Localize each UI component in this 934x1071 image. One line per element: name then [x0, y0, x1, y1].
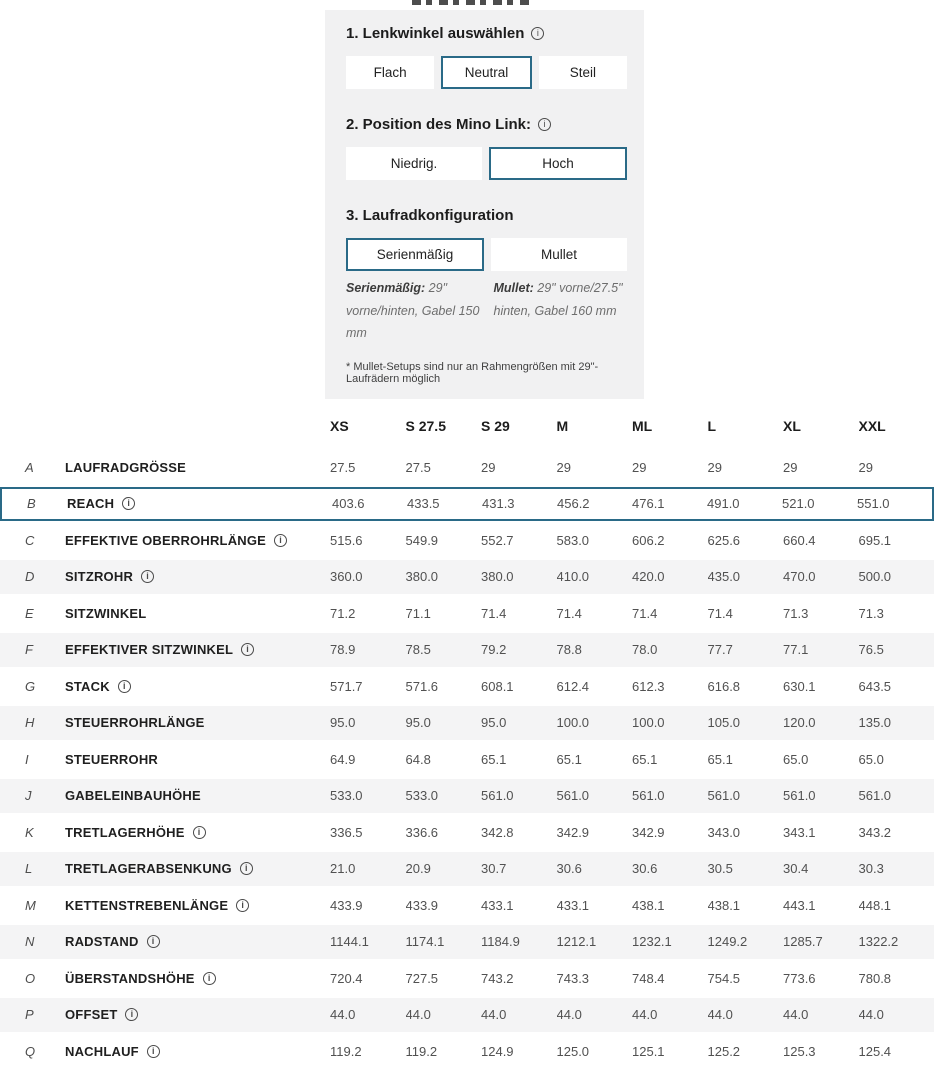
geometry-value-cell: 44.0	[557, 1007, 633, 1022]
geometry-value-cell: 21.0	[330, 861, 406, 876]
row-label	[65, 533, 330, 548]
row-letter: J	[0, 788, 65, 803]
geometry-value-cell: 561.0	[783, 788, 859, 803]
geometry-value-cell: 78.0	[632, 642, 708, 657]
row-label	[65, 1044, 330, 1059]
geometry-value-cell: 433.9	[406, 898, 482, 913]
row-letter: N	[0, 934, 65, 949]
geometry-value-cell: 583.0	[557, 533, 633, 548]
geometry-value-cell: 29	[481, 460, 557, 475]
section-title-laufradkonfiguration	[346, 207, 627, 224]
mino-link-hoch-button[interactable]: Hoch	[489, 147, 627, 180]
column-header: XS	[330, 418, 406, 434]
geometry-value-cell: 743.2	[481, 971, 557, 986]
geometry-value-cell: 500.0	[859, 569, 934, 584]
section-title-lenkwinkel	[346, 25, 627, 42]
geometry-value-cell: 125.2	[708, 1044, 784, 1059]
row-label	[65, 679, 330, 694]
geometry-config-panel	[325, 10, 644, 399]
geometry-value-cell: 336.6	[406, 825, 482, 840]
geometry-value-cell: 748.4	[632, 971, 708, 986]
mino-link-options	[346, 147, 627, 180]
geometry-value-cell: 30.6	[557, 861, 633, 876]
row-label	[65, 788, 330, 803]
info-icon[interactable]: i	[122, 497, 135, 510]
column-header: XL	[783, 418, 859, 434]
geometry-value-cell: 438.1	[632, 898, 708, 913]
geometry-value-cell: 20.9	[406, 861, 482, 876]
geometry-value-cell: 29	[859, 460, 934, 475]
table-row[interactable]	[0, 560, 934, 594]
geometry-value-cell: 71.4	[481, 606, 557, 621]
geometry-value-cell: 625.6	[708, 533, 784, 548]
geometry-value-cell: 125.4	[859, 1044, 934, 1059]
row-letter: M	[0, 898, 65, 913]
geometry-value-cell: 727.5	[406, 971, 482, 986]
geometry-value-cell: 100.0	[557, 715, 633, 730]
row-label-text: LAUFRADGRÖSSE	[65, 460, 186, 475]
geometry-value-cell: 420.0	[632, 569, 708, 584]
geometry-value-cell: 124.9	[481, 1044, 557, 1059]
geometry-value-cell: 30.6	[632, 861, 708, 876]
row-label	[65, 934, 330, 949]
geometry-value-cell: 1144.1	[330, 934, 406, 949]
geometry-value-cell: 29	[783, 460, 859, 475]
mullet-description	[494, 277, 628, 345]
geometry-value-cell: 78.9	[330, 642, 406, 657]
row-label-text: KETTENSTREBENLÄNGE	[65, 898, 228, 913]
geometry-value-cell: 549.9	[406, 533, 482, 548]
info-icon[interactable]: i	[118, 680, 131, 693]
table-row[interactable]	[0, 742, 934, 776]
info-icon[interactable]: i	[147, 935, 160, 948]
mino-link-niedrig-button[interactable]: Niedrig.	[346, 147, 482, 180]
geometry-value-cell: 64.9	[330, 752, 406, 767]
geometry-value-cell: 380.0	[406, 569, 482, 584]
row-label	[65, 460, 330, 475]
lenkwinkel-flach-button[interactable]: Flach	[346, 56, 434, 89]
row-letter: O	[0, 971, 65, 986]
geometry-value-cell: 65.0	[859, 752, 934, 767]
geometry-value-cell: 125.0	[557, 1044, 633, 1059]
geometry-table	[0, 406, 934, 1071]
geometry-value-cell: 360.0	[330, 569, 406, 584]
serienmaessig-description	[346, 277, 480, 345]
row-label-text: EFFEKTIVE OBERROHRLÄNGE	[65, 533, 266, 548]
row-label	[65, 971, 330, 986]
row-label	[65, 825, 330, 840]
geometry-value-cell: 773.6	[783, 971, 859, 986]
column-header: S 29	[481, 418, 557, 434]
table-row[interactable]	[0, 706, 934, 740]
row-label-text: STACK	[65, 679, 110, 694]
geometry-value-cell: 342.9	[557, 825, 633, 840]
info-icon[interactable]: i	[203, 972, 216, 985]
row-label-text: STEUERROHR	[65, 752, 158, 767]
section-title-text: 2. Position des Mino Link:	[346, 116, 531, 133]
geometry-value-cell: 44.0	[406, 1007, 482, 1022]
geometry-value-cell: 95.0	[330, 715, 406, 730]
table-row[interactable]	[0, 487, 934, 521]
geometry-value-cell: 380.0	[481, 569, 557, 584]
row-label-text: TRETLAGERHÖHE	[65, 825, 185, 840]
row-label	[65, 642, 330, 657]
geometry-value-cell: 76.5	[859, 642, 934, 657]
geometry-value-cell: 552.7	[481, 533, 557, 548]
info-icon[interactable]: i	[240, 862, 253, 875]
geometry-value-cell: 608.1	[481, 679, 557, 694]
geometry-value-cell: 65.1	[481, 752, 557, 767]
geometry-value-cell: 433.5	[407, 496, 482, 511]
geometry-value-cell: 44.0	[783, 1007, 859, 1022]
table-row[interactable]	[0, 815, 934, 849]
row-label-text: GABELEINBAUHÖHE	[65, 788, 201, 803]
row-label	[65, 898, 330, 913]
row-letter: D	[0, 569, 65, 584]
geometry-value-cell: 78.8	[557, 642, 633, 657]
geometry-table-header	[0, 406, 934, 446]
geometry-value-cell: 433.1	[557, 898, 633, 913]
geometry-value-cell: 410.0	[557, 569, 633, 584]
table-row[interactable]	[0, 450, 934, 484]
geometry-value-cell: 29	[557, 460, 633, 475]
column-header: ML	[632, 418, 708, 434]
geometry-value-cell: 27.5	[406, 460, 482, 475]
row-label-text: ÜBERSTANDSHÖHE	[65, 971, 195, 986]
column-header: L	[708, 418, 784, 434]
geometry-value-cell: 561.0	[859, 788, 934, 803]
geometry-value-cell: 29	[632, 460, 708, 475]
geometry-value-cell: 27.5	[330, 460, 406, 475]
row-letter: K	[0, 825, 65, 840]
geometry-value-cell: 571.7	[330, 679, 406, 694]
section-title-mino-link	[346, 116, 627, 133]
geometry-value-cell: 435.0	[708, 569, 784, 584]
geometry-value-cell: 431.3	[482, 496, 557, 511]
table-row[interactable]	[0, 1034, 934, 1068]
laufrad-serienmaessig-button[interactable]: Serienmäßig	[346, 238, 484, 271]
geometry-value-cell: 561.0	[632, 788, 708, 803]
geometry-value-cell: 30.5	[708, 861, 784, 876]
geometry-value-cell: 65.1	[557, 752, 633, 767]
info-icon[interactable]: i	[147, 1045, 160, 1058]
geometry-value-cell: 470.0	[783, 569, 859, 584]
geometry-value-cell: 1285.7	[783, 934, 859, 949]
geometry-value-cell: 476.1	[632, 496, 707, 511]
geometry-value-cell: 443.1	[783, 898, 859, 913]
geometry-value-cell: 342.8	[481, 825, 557, 840]
column-header: M	[557, 418, 633, 434]
row-letter: B	[2, 496, 67, 511]
section-title-text: 3. Laufradkonfiguration	[346, 207, 514, 224]
geometry-value-cell: 1249.2	[708, 934, 784, 949]
geometry-value-cell: 125.3	[783, 1044, 859, 1059]
row-label-text: EFFEKTIVER SITZWINKEL	[65, 642, 233, 657]
geometry-value-cell: 643.5	[859, 679, 934, 694]
table-row[interactable]	[0, 888, 934, 922]
row-letter: L	[0, 861, 65, 876]
row-label-text: STEUERROHRLÄNGE	[65, 715, 205, 730]
table-row[interactable]	[0, 523, 934, 557]
row-letter: H	[0, 715, 65, 730]
description-text: 29" vorne/hinten, Gabel 150 mm	[346, 281, 479, 340]
geometry-value-cell: 95.0	[406, 715, 482, 730]
geometry-value-cell: 336.5	[330, 825, 406, 840]
geometry-value-cell: 433.1	[481, 898, 557, 913]
geometry-value-cell: 71.2	[330, 606, 406, 621]
row-letter: G	[0, 679, 65, 694]
geometry-value-cell: 44.0	[330, 1007, 406, 1022]
geometry-value-cell: 44.0	[632, 1007, 708, 1022]
geometry-value-cell: 119.2	[406, 1044, 482, 1059]
mullet-footnote: * Mullet-Setups sind nur an Rahmengrößen mit 29"-Laufrädern möglich	[346, 361, 627, 385]
column-header: S 27.5	[406, 418, 482, 434]
row-letter: F	[0, 642, 65, 657]
geometry-value-cell: 612.4	[557, 679, 633, 694]
row-letter: E	[0, 606, 65, 621]
geometry-value-cell: 448.1	[859, 898, 934, 913]
geometry-value-cell: 71.4	[557, 606, 633, 621]
info-icon[interactable]: i	[193, 826, 206, 839]
geometry-value-cell: 551.0	[857, 496, 932, 511]
row-label	[65, 861, 330, 876]
geometry-value-cell: 612.3	[632, 679, 708, 694]
row-letter: A	[0, 460, 65, 475]
geometry-value-cell: 44.0	[859, 1007, 934, 1022]
row-label-text: REACH	[67, 496, 114, 511]
row-letter: C	[0, 533, 65, 548]
geometry-value-cell: 743.3	[557, 971, 633, 986]
geometry-value-cell: 343.0	[708, 825, 784, 840]
geometry-value-cell: 571.6	[406, 679, 482, 694]
description-lead: Mullet:	[494, 281, 534, 295]
geometry-value-cell: 433.9	[330, 898, 406, 913]
geometry-value-cell: 456.2	[557, 496, 632, 511]
lenkwinkel-neutral-button[interactable]: Neutral	[441, 56, 531, 89]
geometry-value-cell: 100.0	[632, 715, 708, 730]
geometry-value-cell: 1174.1	[406, 934, 482, 949]
info-icon[interactable]: i	[241, 643, 254, 656]
geometry-value-cell: 720.4	[330, 971, 406, 986]
row-label	[65, 1007, 330, 1022]
geometry-value-cell: 77.1	[783, 642, 859, 657]
row-label-text: OFFSET	[65, 1007, 117, 1022]
column-header: XXL	[859, 418, 934, 434]
geometry-value-cell: 561.0	[481, 788, 557, 803]
row-letter: I	[0, 752, 65, 767]
geometry-value-cell: 78.5	[406, 642, 482, 657]
geometry-value-cell: 660.4	[783, 533, 859, 548]
geometry-value-cell: 521.0	[782, 496, 857, 511]
geometry-value-cell: 630.1	[783, 679, 859, 694]
geometry-value-cell: 71.3	[783, 606, 859, 621]
row-label	[65, 569, 330, 584]
section-title-text: 1. Lenkwinkel auswählen	[346, 25, 524, 42]
geometry-value-cell: 71.4	[632, 606, 708, 621]
geometry-value-cell: 79.2	[481, 642, 557, 657]
geometry-value-cell: 71.4	[708, 606, 784, 621]
geometry-value-cell: 65.0	[783, 752, 859, 767]
clipped-heading-remnant	[412, 0, 534, 5]
geometry-value-cell: 491.0	[707, 496, 782, 511]
geometry-value-cell: 1212.1	[557, 934, 633, 949]
row-label	[65, 752, 330, 767]
geometry-value-cell: 533.0	[406, 788, 482, 803]
row-letter: Q	[0, 1044, 65, 1059]
geometry-table-body	[0, 450, 934, 1068]
geometry-value-cell: 30.7	[481, 861, 557, 876]
geometry-value-cell: 1184.9	[481, 934, 557, 949]
geometry-value-cell: 44.0	[481, 1007, 557, 1022]
table-row[interactable]	[0, 633, 934, 667]
geometry-value-cell: 515.6	[330, 533, 406, 548]
lenkwinkel-steil-button[interactable]: Steil	[539, 56, 627, 89]
geometry-value-cell: 95.0	[481, 715, 557, 730]
geometry-value-cell: 780.8	[859, 971, 934, 986]
geometry-value-cell: 754.5	[708, 971, 784, 986]
table-row[interactable]	[0, 852, 934, 886]
geometry-value-cell: 65.1	[632, 752, 708, 767]
geometry-value-cell: 71.3	[859, 606, 934, 621]
geometry-value-cell: 105.0	[708, 715, 784, 730]
laufrad-descriptions	[346, 277, 627, 345]
info-icon[interactable]: i	[531, 27, 544, 40]
geometry-value-cell: 438.1	[708, 898, 784, 913]
geometry-value-cell: 561.0	[557, 788, 633, 803]
row-label-text: RADSTAND	[65, 934, 139, 949]
geometry-value-cell: 135.0	[859, 715, 934, 730]
info-icon[interactable]: i	[274, 534, 287, 547]
geometry-value-cell: 616.8	[708, 679, 784, 694]
geometry-value-cell: 120.0	[783, 715, 859, 730]
laufrad-options	[346, 238, 627, 271]
row-label-text: SITZWINKEL	[65, 606, 146, 621]
geometry-value-cell: 403.6	[332, 496, 407, 511]
table-row[interactable]	[0, 925, 934, 959]
table-row[interactable]	[0, 961, 934, 995]
table-row[interactable]	[0, 998, 934, 1032]
table-row[interactable]	[0, 669, 934, 703]
row-label	[67, 496, 332, 511]
geometry-value-cell: 119.2	[330, 1044, 406, 1059]
geometry-value-cell: 606.2	[632, 533, 708, 548]
geometry-value-cell: 1322.2	[859, 934, 934, 949]
info-icon[interactable]: i	[538, 118, 551, 131]
geometry-value-cell: 125.1	[632, 1044, 708, 1059]
row-label-text: SITZROHR	[65, 569, 133, 584]
row-letter: P	[0, 1007, 65, 1022]
lenkwinkel-options	[346, 56, 627, 89]
info-icon[interactable]: i	[125, 1008, 138, 1021]
table-row[interactable]	[0, 779, 934, 813]
row-label-text: NACHLAUF	[65, 1044, 139, 1059]
geometry-value-cell: 1232.1	[632, 934, 708, 949]
geometry-value-cell: 64.8	[406, 752, 482, 767]
description-lead: Serienmäßig:	[346, 281, 425, 295]
row-label-text: TRETLAGERABSENKUNG	[65, 861, 232, 876]
laufrad-mullet-button[interactable]: Mullet	[491, 238, 627, 271]
geometry-value-cell: 342.9	[632, 825, 708, 840]
table-row[interactable]	[0, 596, 934, 630]
geometry-value-cell: 343.1	[783, 825, 859, 840]
geometry-value-cell: 343.2	[859, 825, 934, 840]
geometry-value-cell: 695.1	[859, 533, 934, 548]
geometry-value-cell: 29	[708, 460, 784, 475]
row-label	[65, 606, 330, 621]
geometry-value-cell: 561.0	[708, 788, 784, 803]
geometry-value-cell: 30.3	[859, 861, 934, 876]
info-icon[interactable]: i	[236, 899, 249, 912]
description-text: 29" vorne/27.5" hinten, Gabel 160 mm	[494, 281, 623, 318]
row-label	[65, 715, 330, 730]
geometry-value-cell: 44.0	[708, 1007, 784, 1022]
geometry-value-cell: 533.0	[330, 788, 406, 803]
geometry-value-cell: 30.4	[783, 861, 859, 876]
geometry-value-cell: 71.1	[406, 606, 482, 621]
info-icon[interactable]: i	[141, 570, 154, 583]
geometry-value-cell: 77.7	[708, 642, 784, 657]
geometry-value-cell: 65.1	[708, 752, 784, 767]
